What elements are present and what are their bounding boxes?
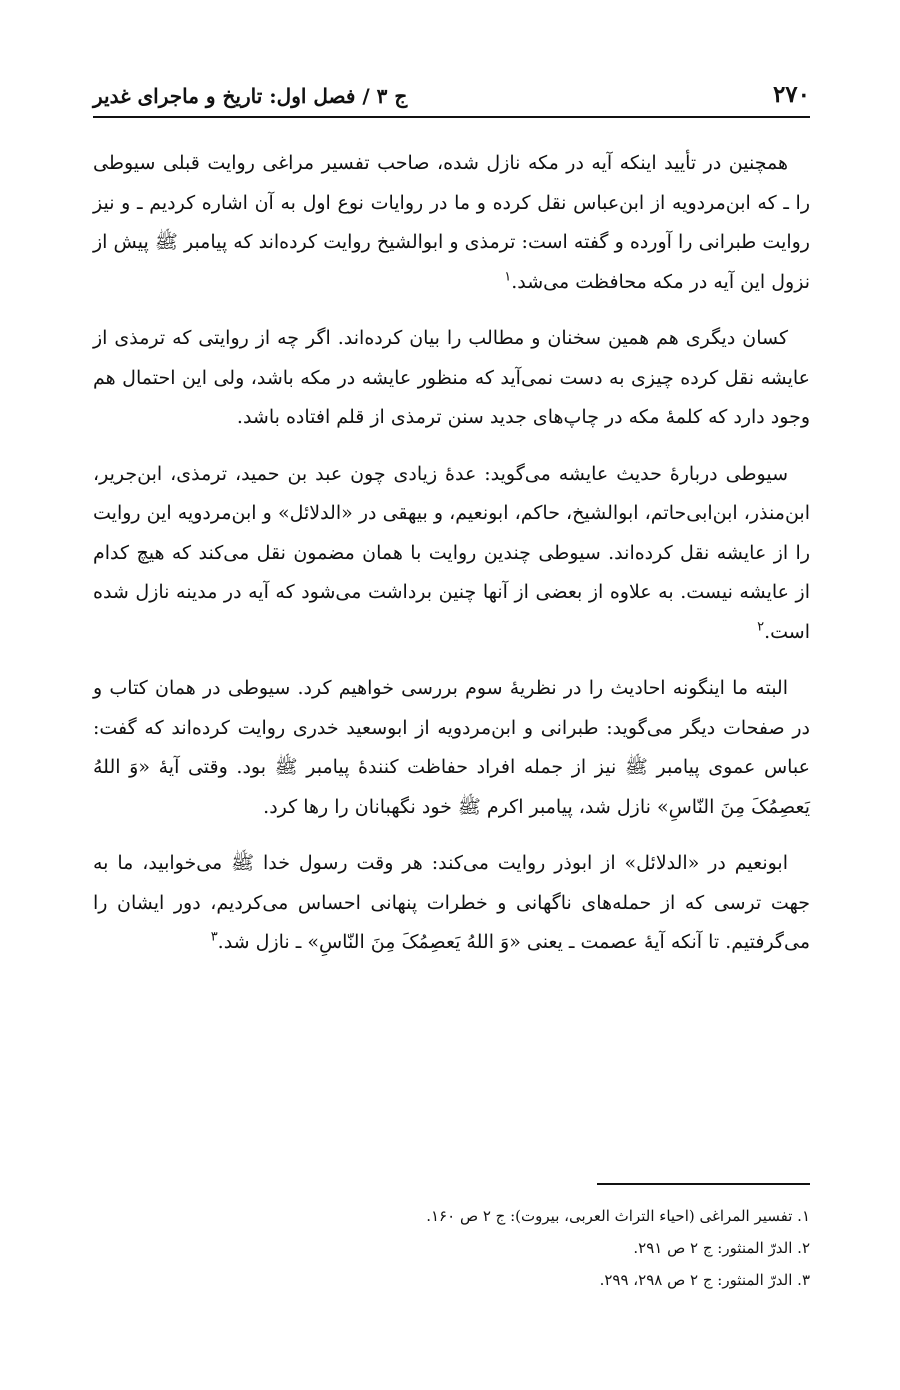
paragraph-text: سیوطی دربارهٔ حدیث عایشه می‌گوید: عدهٔ زیادی چون عبد بن حمید، ترمذی، ابن‌جریر، ابن‌منذر، ابن‌ابی‌حاتم، ابوالشیخ، حاکم، ابونعیم، و بیهقی در «الدلائل» و ابن‌مردویه این روایت را از عایشه نقل کرده‌اند. سیوطی چندین روایت با همان مضمون نقل می‌کند که هیچ کدام از عایشه نیست. به علاوه از بعضی از آنها چنین برداشت می‌شود که آیه در مدینه نازل شده است.: [93, 462, 810, 643]
paragraph-text: ابونعیم در «الدلائل» از ابوذر روایت می‌کند: هر وقت رسول خدا ﷺ می‌خوابید، ما به جهت ترسی که از حمله‌های ناگهانی و خطرات پنهانی احساس می‌کردیم، دور ایشان را می‌گرفتیم. تا آنکه آیهٔ عصمت ـ یعنی «وَ اللهُ یَعصِمُکَ مِنَ النّاسِ» ـ نازل شد.: [93, 852, 810, 953]
paragraph: [93, 669, 810, 827]
running-title: ج ۳ / فصل اول: تاریخ و ماجرای غدیر: [93, 84, 408, 108]
paragraph-text: کسان دیگری هم همین سخنان و مطالب را بیان کرده‌اند. اگر چه از روایتی که ترمذی از عایشه نقل کرده چیزی به دست نمی‌آید که منظور عایشه در مکه باشد، ولی این احتمال هم وجود دارد که کلمهٔ مکه در چاپ‌های جدید سنن ترمذی از قلم افتاده باشد.: [93, 327, 810, 428]
footnote-reference: ۱: [504, 269, 512, 285]
footnote-divider: [597, 1183, 810, 1185]
footnote-reference: ۲: [757, 619, 765, 635]
footnote: ۲. الدرّ المنثور: ج ۲ ص ۲۹۱.: [633, 1239, 810, 1257]
paragraph-text: البته ما اینگونه احادیث را در نظریهٔ سوم بررسی خواهیم کرد. سیوطی در همان کتاب و در صفحات دیگر می‌گوید: طبرانی و ابن‌مردویه از ابوسعید خدری روایت کرده‌اند که گفت: عباس عموی پیامبر ﷺ نیز از جمله افراد حفاظت کنندهٔ پیامبر ﷺ بود. وقتی آیهٔ «وَ اللهُ یَعصِمُکَ مِنَ النّاسِ» نازل شد، پیامبر اکرم ﷺ خود نگهبانان را رها کرد.: [93, 677, 810, 818]
paragraph: [93, 455, 810, 653]
footnote-reference: ۳: [210, 929, 218, 945]
book-page: [93, 0, 810, 1390]
paragraph: [93, 844, 810, 963]
running-header: [93, 66, 810, 118]
footnotes: [93, 1200, 810, 1296]
footnote: ۳. الدرّ المنثور: ج ۲ ص ۲۹۸، ۲۹۹.: [599, 1271, 810, 1289]
paragraph: [93, 144, 810, 302]
paragraph: [93, 319, 810, 438]
footnote: ۱. تفسیر المراغی (احیاء التراث العربی، بیروت): ج ۲ ص ۱۶۰.: [426, 1207, 810, 1225]
page-number: ۲۷۰: [772, 81, 810, 108]
main-text: [93, 144, 810, 980]
paragraph-text: همچنین در تأیید اینکه آیه در مکه نازل شده، صاحب تفسیر مراغی روایت قبلی سیوطی را ـ که ابن‌مردویه از ابن‌عباس نقل کرده و ما در روایات نوع اول به آن اشاره کردیم ـ و نیز روایت طبرانی را آورده و گفته است: ترمذی و ابوالشیخ روایت کرده‌اند که پیامبر ﷺ پیش از نزول این آیه در مکه محافظت می‌شد.: [93, 152, 810, 293]
